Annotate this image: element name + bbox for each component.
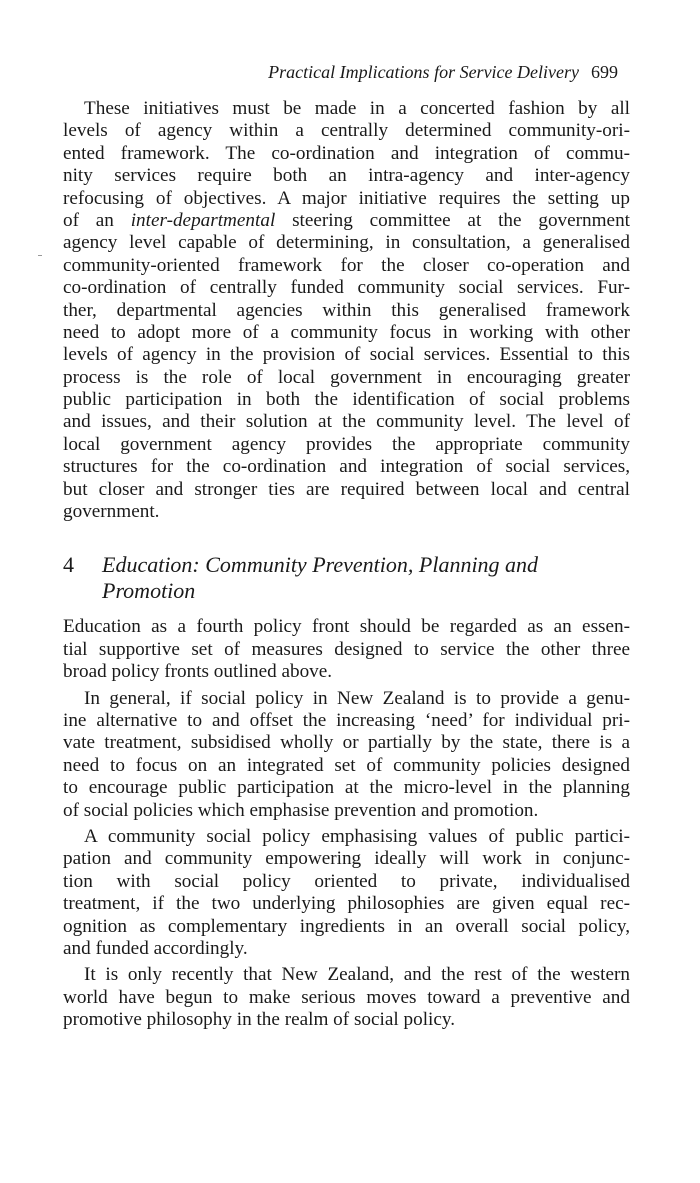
paragraph-initiatives — [63, 98, 630, 523]
text-line: These initiatives must be made in a concerted fashion by all — [84, 98, 630, 119]
text-line: tion with social policy oriented to private, individualised — [63, 870, 630, 892]
text-line: government. — [63, 501, 160, 523]
text-line: levels of agency in the provision of social services. Essential to this — [63, 344, 630, 366]
text-line: pation and community empowering ideally will work in conjunc- — [63, 848, 630, 870]
text-line: need to adopt more of a community focus in working with other — [63, 321, 630, 343]
text-line: treatment, if the two underlying philosophies are given equal rec- — [63, 893, 630, 915]
running-head — [268, 60, 618, 84]
text-run: of an — [63, 209, 131, 231]
text-line: refocusing of objectives. A major initiative requires the setting up — [63, 187, 630, 209]
text-line: co-ordination of centrally funded community social services. Fur- — [63, 277, 630, 299]
text-line: ognition as complementary ingredients in an overall social policy, — [63, 915, 630, 937]
text-line: ine alternative to and offset the increasing ‘need’ for individual pri- — [63, 709, 630, 731]
text-line: and funded accordingly. — [63, 937, 248, 959]
paragraph-community-policy — [63, 826, 630, 960]
text-line: local government agency provides the appropriate community — [63, 433, 630, 455]
text-line: public participation in both the identification of social problems — [63, 389, 630, 411]
section-title-line1: Education: Community Prevention, Planning and — [102, 552, 539, 578]
text-line: need to focus on an integrated set of community policies designed — [63, 754, 630, 776]
text-line: but closer and stronger ties are required between local and central — [63, 478, 630, 500]
text-line: process is the role of local government in encouraging greater — [63, 366, 630, 388]
text-line: community-oriented framework for the closer co-operation and — [63, 254, 630, 276]
text-line: In general, if social policy in New Zealand is to provide a genu- — [84, 687, 630, 709]
body-text — [63, 98, 630, 1031]
text-line: agency level capable of determining, in consultation, a generalised — [63, 232, 630, 254]
text-line: of social policies which emphasise prevention and promotion. — [63, 799, 539, 821]
margin-mark — [38, 255, 42, 256]
text-line: to encourage public participation at the micro-level in the planning — [63, 777, 630, 799]
paragraph-education — [63, 616, 630, 683]
running-head-title: Practical Implications for Service Delivery — [268, 62, 579, 82]
paragraph-general — [63, 688, 630, 822]
text-line-mixed — [63, 210, 630, 232]
text-line: Education as a fourth policy front should be regarded as an essen- — [63, 616, 630, 638]
text-line: It is only recently that New Zealand, and the rest of the western — [84, 964, 630, 986]
section-number: 4 — [63, 552, 74, 578]
page-number: 699 — [591, 62, 618, 82]
section-heading — [63, 552, 630, 604]
text-line: levels of agency within a centrally determined community-ori- — [63, 120, 630, 142]
text-line: ented framework. The co-ordination and integration of commu- — [63, 142, 630, 164]
text-line: and issues, and their solution at the community level. The level of — [63, 411, 630, 433]
paragraph-recently — [63, 964, 630, 1031]
text-line: promotive philosophy in the realm of social policy. — [63, 1009, 456, 1031]
text-run: steering committee at the government — [275, 209, 630, 231]
section-title-line2: Promotion — [102, 578, 196, 604]
text-line: nity services require both an intra-agency and inter-agency — [63, 165, 630, 187]
text-line: tial supportive set of measures designed to service the other three — [63, 638, 630, 660]
italic-term: inter-departmental — [130, 209, 276, 231]
text-line: broad policy fronts outlined above. — [63, 661, 333, 683]
text-line: ther, departmental agencies within this generalised framework — [63, 299, 630, 321]
text-line: vate treatment, subsidised wholly or partially by the state, there is a — [63, 732, 630, 754]
text-line: world have begun to make serious moves toward a preventive and — [63, 986, 630, 1008]
text-line: A community social policy emphasising values of public partici- — [84, 825, 630, 847]
text-line: structures for the co-ordination and integration of social services, — [63, 456, 630, 478]
